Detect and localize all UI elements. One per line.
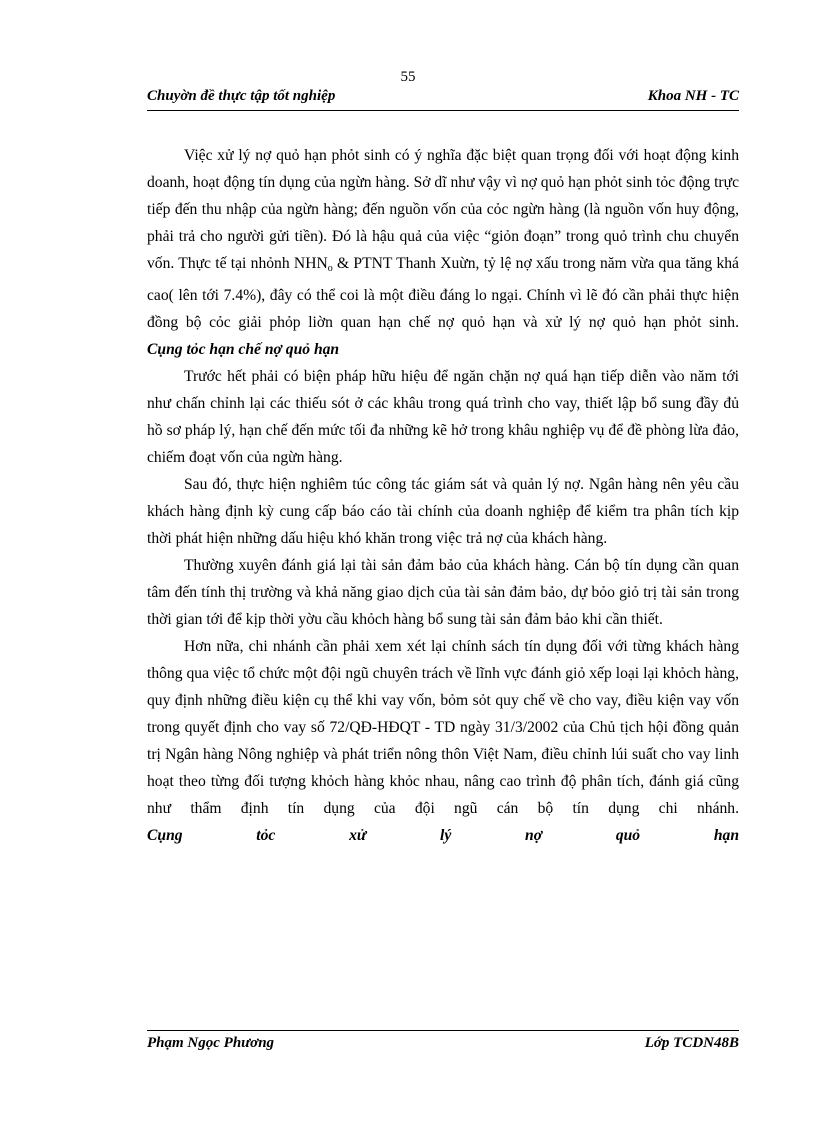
footer-author: Phạm Ngọc Phương (147, 1035, 275, 1051)
document-body (147, 142, 739, 849)
page-number: 55 (400, 69, 416, 85)
section-heading-1: Cụng tỏc hạn chế nợ quỏ hạn (147, 341, 340, 358)
paragraph-5: Hơn nữa, chi nhánh cần phải xem xét lại chính sách tín dụng đối với từng khách hàng thông qua việc tổ chức một đội ngũ chuyên trách về lĩnh vực đánh giỏ xếp loại lại khỏch hàng, quy định những điều kiện cụ thể khi vay vốn, bỏm sỏt quy chế về cho vay, điều kiện vay vốn trong quyết định cho vay số 72/QĐ-HĐQT - TD ngày 31/3/2002 của Chủ tịch hội đồng quản trị Ngân hàng Nông nghiệp và phát triển nông thôn Việt Nam, điều chỉnh lúi suất cho vay linh hoạt theo từng đối tượng khỏch hàng khỏc nhau, nâng cao trình độ phân tích, đánh giá cũng như thẩm định tín dụng của đội ngũ cán bộ tín dụng chi nhánh. (147, 638, 739, 817)
page-footer (147, 1030, 739, 1055)
page-header (147, 88, 739, 111)
paragraph-2: Trước hết phải có biện pháp hữu hiệu để ngăn chặn nợ quá hạn tiếp diễn vào năm tới như chấn chỉnh lại các thiếu sót ở các khâu trong quá trình cho vay, thiết lập bổ sung đầy đủ hồ sơ pháp lý, hạn chế đến mức tối đa những kẽ hở trong khâu nghiệp vụ để đề phòng lừa đảo, chiếm đoạt vốn của ngừn hàng. (147, 368, 739, 466)
paragraph-4: Thường xuyên đánh giá lại tài sản đảm bảo của khách hàng. Cán bộ tín dụng cần quan tâm đến tính thị trường và khả năng giao dịch của tài sản đảm bảo, dự bỏo giỏ trị tài sản trong thời gian tới để kịp thời yờu cầu khỏch hàng bổ sung tài sản đảm bảo khi cần thiết. (147, 557, 739, 628)
section-heading-2: Cụng tỏc xử lý nợ quỏ hạn (147, 827, 739, 844)
footer-class: Lớp TCDN48B (644, 1035, 739, 1051)
paragraph-1-text: Việc xử lý nợ quỏ hạn phỏt sinh có ý nghĩa đặc biệt quan trọng đối với hoạt động kinh doanh, hoạt động tín dụng của ngừn hàng. Sở dĩ như vậy vì nợ quỏ hạn phỏt sinh tỏc động trực tiếp đến thu nhập của ngừn hàng; đến nguồn vốn của cỏc ngừn hàng (là nguồn vốn huy động, phải trả cho người gửi tiền). Đó là hậu quả của việc “giỏn đoạn” trong quỏ trình chu chuyển vốn. Thực tế tại nhỏnh NHN (147, 147, 739, 272)
header-title: Chuyờn đề thực tập tốt nghiệp (147, 88, 336, 104)
header-department: Khoa NH - TC (647, 88, 739, 104)
paragraph-1-text-after: & PTNT Thanh Xuừn, tỷ lệ nợ xấu trong năm vừa qua tăng khá cao( lên tới 7.4%), đây có thể coi là một điều đáng lo ngại. Chính vì lẽ đó cần phải thực hiện đồng bộ cỏc giải phỏp liờn quan hạn chế nợ quỏ hạn và xử lý nợ quỏ hạn phỏt sinh. (147, 255, 739, 331)
paragraph-1 (147, 142, 739, 336)
paragraph-1-subscript: o (327, 263, 333, 274)
paragraph-3: Sau đó, thực hiện nghiêm túc công tác giám sát và quản lý nợ. Ngân hàng nên yêu cầu khách hàng định kỳ cung cấp báo cáo tài chính của doanh nghiệp để kiểm tra phân tích kịp thời phát hiện những dấu hiệu khó khăn trong việc trả nợ của khách hàng. (147, 476, 739, 547)
